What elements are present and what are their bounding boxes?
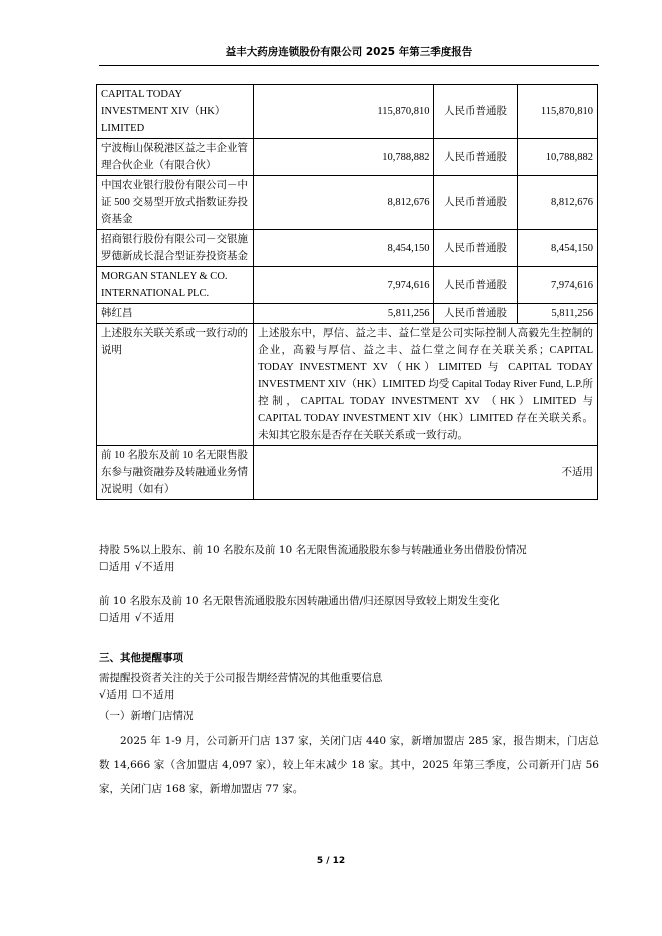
share-type: 人民币普通股 (434, 85, 517, 139)
change-options: ☐适用 √不适用 (99, 612, 175, 624)
holder-shares: 8,454,150 (254, 230, 434, 267)
holder-shares: 7,974,616 (254, 267, 434, 304)
section-options: √适用 ☐不适用 (99, 689, 175, 701)
lending-title: 持股 5%以上股东、前 10 名股东及前 10 名无限售流通股股东参与转融通业务出借股份情况 (99, 544, 527, 556)
share-count: 8,812,676 (517, 176, 597, 230)
margin-row (97, 446, 598, 500)
shareholder-table (96, 84, 598, 500)
relation-label: 上述股东关联关系或一致行动的说明 (97, 324, 254, 446)
share-count: 10,788,882 (517, 139, 597, 176)
relation-text: 上述股东中，厚信、益之丰、益仁堂是公司实际控制人高毅先生控制的企业，高毅与厚信、益之丰、益仁堂之间存在关联关系；CAPITAL TODAY INVESTMENT XV（HK）LIMITED 与 CAPITAL TODAY INVESTMENT XIV（HK）LIMITED 均受 Capital Today River Fund, L.P.所控制，CAPITAL TODAY INVESTMENT XV （HK）LIMITED 与 CAPITAL TODAY INVESTMENT XIV（HK）LIMITED 存在关联关系。未知其它股东是否存在关联关系或一致行动。 (254, 324, 598, 446)
share-type: 人民币普通股 (434, 267, 517, 304)
section-subtitle: 需提醒投资者关注的关于公司报告期经营情况的其他重要信息 (99, 672, 383, 684)
holder-name: CAPITAL TODAY INVESTMENT XIV（HK） LIMITED (97, 85, 254, 139)
table-row (97, 85, 598, 139)
new-stores-paragraph: 2025 年 1-9 月，公司新开门店 137 家，关闭门店 440 家，新增加盟店 285 家，报告期末，门店总数 14,666 家（含加盟店 4,097 家），较上年末减少 18 家。其中，2025 年第三季度，公司新开门店 56 家，关闭门店 168 家，新增加盟店 77 家。 (99, 735, 599, 795)
table-row (97, 304, 598, 324)
table-row (97, 176, 598, 230)
lending-options: ☐适用 √不适用 (99, 561, 175, 573)
holder-shares: 5,811,256 (254, 304, 434, 324)
change-section (99, 593, 599, 627)
share-type: 人民币普通股 (434, 304, 517, 324)
section-title: 三、其他提醒事项 (99, 652, 183, 664)
report-header: 益丰大药房连锁股份有限公司 2025 年第三季度报告 (99, 44, 599, 66)
share-type: 人民币普通股 (434, 176, 517, 230)
share-count: 8,454,150 (517, 230, 597, 267)
table-row (97, 230, 598, 267)
share-type: 人民币普通股 (434, 139, 517, 176)
page-number: 5 / 12 (316, 856, 346, 866)
share-count: 5,811,256 (517, 304, 597, 324)
margin-label: 前 10 名股东及前 10 名无限售股东参与融资融券及转融通业务情况说明（如有） (97, 446, 254, 500)
share-count: 115,870,810 (517, 85, 597, 139)
holder-shares: 10,788,882 (254, 139, 434, 176)
table-row (97, 267, 598, 304)
holder-name: 中国农业银行股份有限公司－中证 500 交易型开放式指数证券投资基金 (97, 176, 254, 230)
table-row (97, 139, 598, 176)
holder-name: MORGAN STANLEY & CO. INTERNATIONAL PLC. (97, 267, 254, 304)
holder-shares: 115,870,810 (254, 85, 434, 139)
holder-name: 韩红昌 (97, 304, 254, 324)
holder-shares: 8,812,676 (254, 176, 434, 230)
lending-section (99, 542, 599, 576)
share-type: 人民币普通股 (434, 230, 517, 267)
margin-text: 不适用 (254, 446, 598, 500)
relation-row (97, 324, 598, 446)
other-reminders-section (99, 650, 599, 801)
holder-name: 宁波梅山保税港区益之丰企业管理合伙企业（有限合伙） (97, 139, 254, 176)
share-count: 7,974,616 (517, 267, 597, 304)
holder-name: 招商银行股份有限公司－交银施罗德新成长混合型证券投资基金 (97, 230, 254, 267)
new-stores-heading: （一）新增门店情况 (99, 710, 194, 722)
change-title: 前 10 名股东及前 10 名无限售流通股股东因转融通出借/归还原因导致较上期发生变化 (99, 595, 500, 607)
